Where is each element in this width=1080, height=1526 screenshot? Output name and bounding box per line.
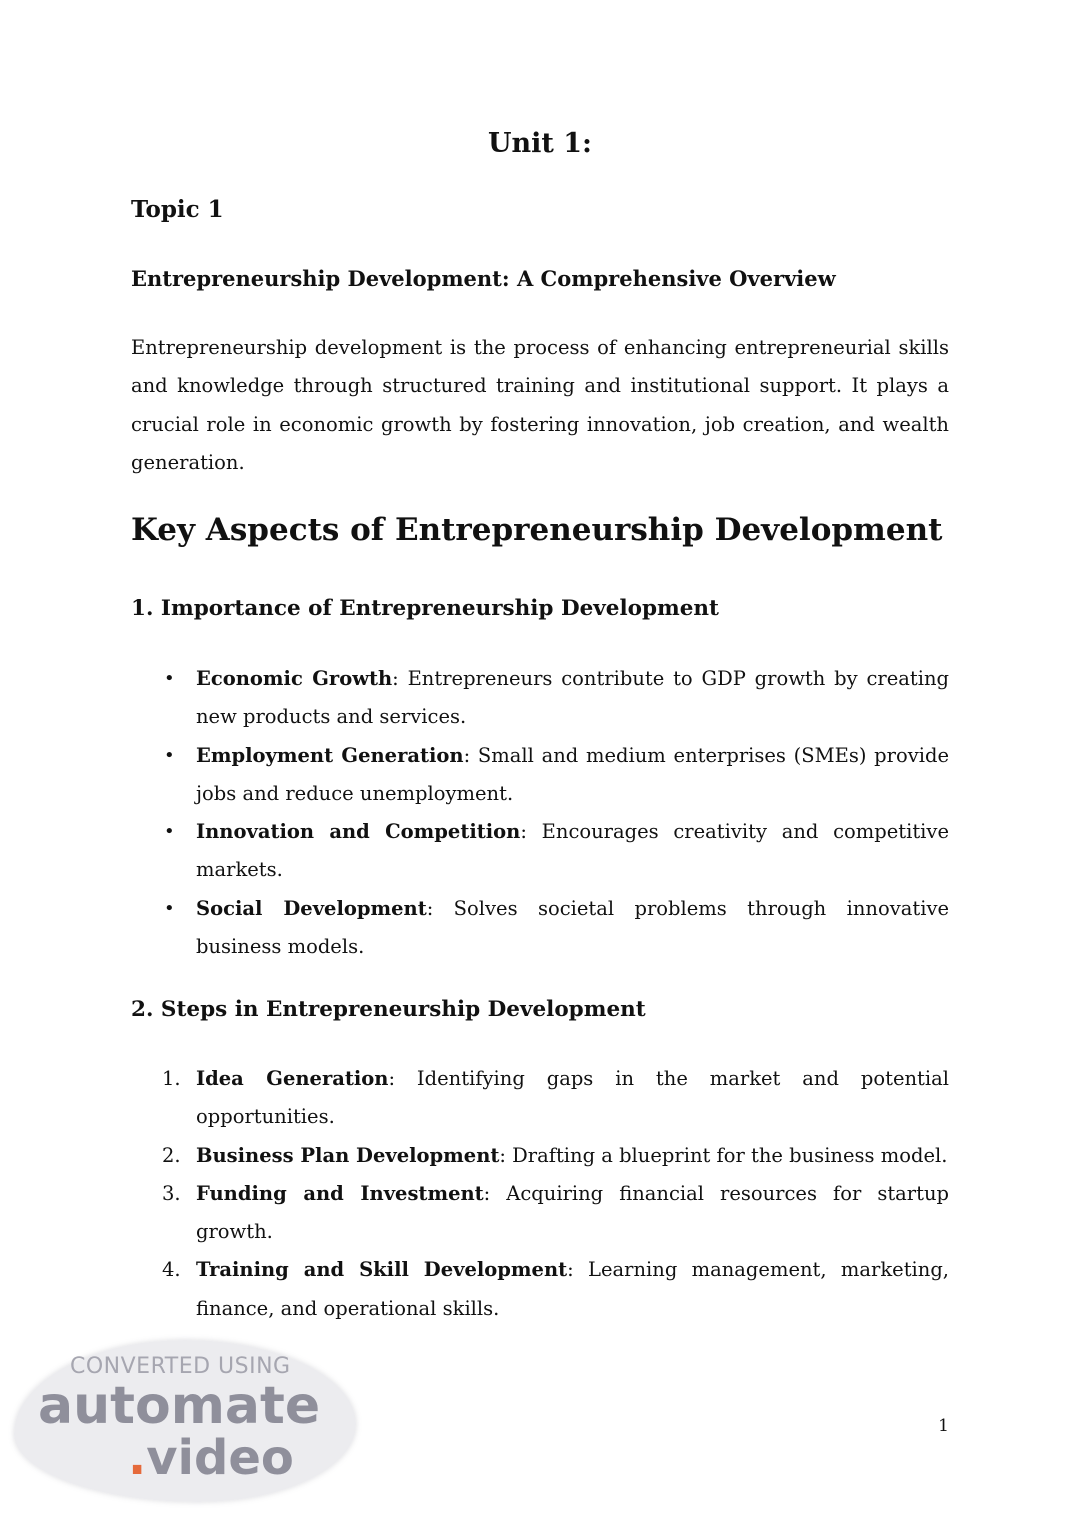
list-item: [162, 1060, 949, 1137]
list-item: [162, 1137, 949, 1175]
steps-list: [162, 1060, 950, 1328]
item-term: Idea Generation: [196, 1067, 389, 1090]
item-text: : Acquiring financial resources for startup growth.: [196, 1181, 949, 1244]
item-number: 1.: [162, 1067, 181, 1090]
item-term: Training and Skill Development: [196, 1258, 568, 1282]
watermark-brand: automate: [38, 1376, 321, 1436]
unit-title: Unit 1:: [487, 128, 593, 159]
item-term: Employment Generation: [196, 743, 464, 767]
item-text: : Encourages creativity and competitive markets.: [196, 820, 949, 882]
watermark-brand-suffix: [128, 1430, 294, 1486]
watermark-suffix-text: video: [146, 1430, 294, 1486]
list-item: [196, 660, 949, 737]
item-text: : Learning management, marketing, finance, and operational skills.: [196, 1258, 950, 1320]
page-number: 1: [938, 1416, 949, 1436]
item-text: : Identifying gaps in the market and potential opportunities.: [196, 1067, 949, 1129]
item-number: 4.: [162, 1258, 181, 1282]
key-aspects-heading: Key Aspects of Entrepreneurship Development: [131, 512, 943, 548]
item-term: Funding and Investment: [196, 1181, 484, 1205]
topic-title: Topic 1: [131, 196, 224, 223]
list-item: [196, 813, 949, 890]
list-item: [196, 737, 949, 814]
item-term: Innovation and Competition: [196, 820, 521, 844]
item-text: : Entrepreneurs contribute to GDP growth by creating new products and services.: [196, 667, 949, 729]
list-item: [162, 1175, 949, 1252]
watermark-dot: .: [128, 1430, 147, 1486]
item-number: 3.: [162, 1181, 181, 1205]
importance-list: [196, 660, 949, 966]
intro-paragraph: Entrepreneurship development is the process of enhancing entrepreneurial skills and knowledge through structured training and institutional support. It plays a crucial role in economic growth by fostering innovation, job creation, and wealth generation.: [131, 336, 949, 474]
list-item: [196, 890, 949, 967]
item-term: Business Plan Development: [196, 1143, 500, 1167]
item-term: Social Development: [196, 896, 427, 920]
steps-heading: 2. Steps in Entrepreneurship Development: [131, 997, 646, 1022]
importance-heading: 1. Importance of Entrepreneurship Development: [131, 596, 719, 621]
overview-title: Entrepreneurship Development: A Comprehensive Overview: [131, 266, 836, 291]
watermark-caption: CONVERTED USING: [70, 1354, 291, 1379]
list-item: [162, 1251, 950, 1328]
item-text: : Drafting a blueprint for the business model.: [499, 1143, 948, 1167]
item-term: Economic Growth: [196, 667, 393, 690]
item-number: 2.: [162, 1143, 181, 1167]
item-text: : Solves societal problems through innovative business models.: [196, 896, 949, 959]
item-text: : Small and medium enterprises (SMEs) provide jobs and reduce unemployment.: [196, 743, 950, 805]
